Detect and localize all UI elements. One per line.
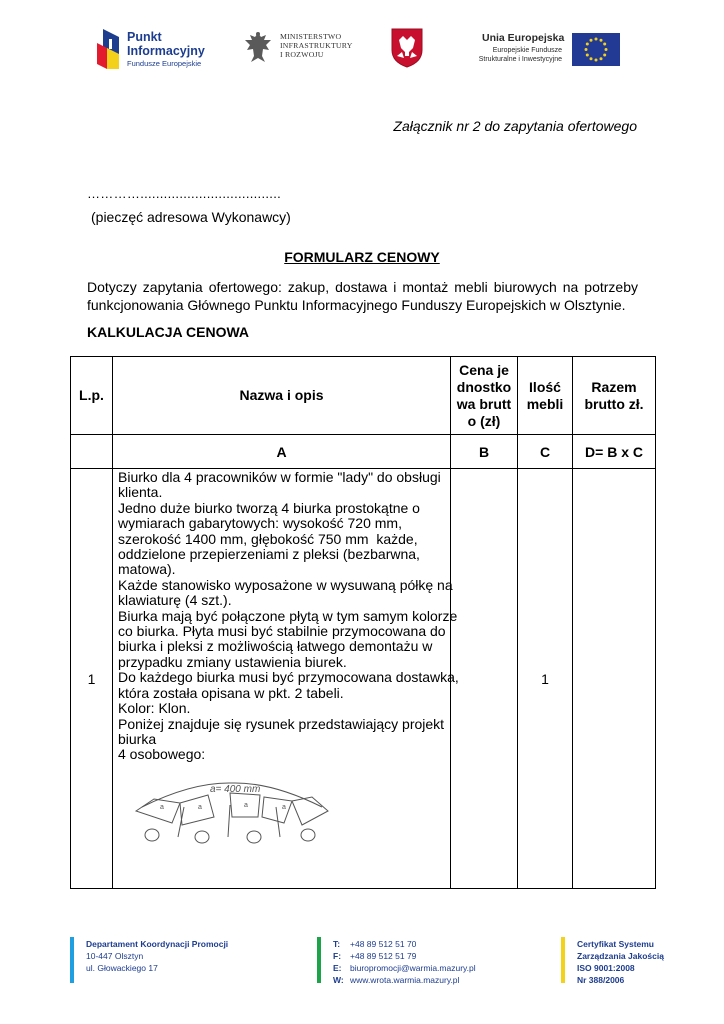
header-unit-price (451, 357, 518, 435)
table-header-row (71, 357, 656, 435)
description-line: Poniżej znajduje się rysunek przedstawiający projekt (118, 715, 445, 732)
description-line: Każde stanowisko wyposażone w wysuwaną półkę na (118, 576, 453, 593)
sketch-label: a= 400 mm (210, 783, 261, 795)
cert-line3: ISO 9001:2008 (577, 963, 635, 973)
phone-label: T: (333, 939, 341, 949)
punkt-logo-line2: Informacyjny (127, 44, 205, 58)
form-title: FORMULARZ CENOWY (284, 249, 440, 265)
ministry-line1: MINISTERSTWO (280, 32, 342, 41)
letter-quantity: C (518, 435, 573, 469)
intro-paragraph: Dotyczy zapytania ofertowego: zakup, dostawa i montaż mebli biurowych na potrzeby funkcjonowania Głównego Punktu Informacyjnego Funduszy Europejskich w Olsztynie. (87, 279, 638, 313)
description-line: przypadku zmiany ustawienia biurek. (118, 653, 347, 670)
footer-certificate-text (577, 938, 664, 986)
header-quantity-text: Ilość mebli (526, 378, 564, 412)
footer-department: Departament Koordynacji Promocji (86, 939, 229, 949)
header-name: Nazwa i opis (113, 357, 451, 435)
cert-line4: Nr 388/2006 (577, 975, 625, 985)
description-line: oddzielone przepierzeniami z pleksi (bezbarwna, (118, 546, 420, 563)
description-line: Biurko dla 4 pracowników w formie "lady" do obsługi (118, 469, 441, 485)
footer-address (70, 937, 270, 987)
description-line: Biurka mają być połączone płytą w tym samym kolorze (118, 607, 458, 624)
fax-number: +48 89 512 51 79 (350, 951, 417, 961)
sketch-mark-4: a (282, 803, 286, 811)
stamp-dots-line: ………….................................... (87, 186, 282, 201)
email-link[interactable]: biuropromocji@warmia.mazury.pl (350, 963, 476, 973)
letter-total: D= B x C (573, 435, 656, 469)
letter-unit-price: B (451, 435, 518, 469)
ministry-line3: I ROZWOJU (280, 50, 324, 59)
price-table (70, 356, 656, 889)
footer-street: ul. Głowackiego 17 (86, 963, 158, 973)
row-quantity: 1 (518, 469, 573, 889)
header-unit-price-text: Cena jednostkowa brutto (zł) (456, 361, 512, 429)
row-total (573, 469, 656, 889)
footer-contact (317, 937, 527, 987)
eu-logo-title: Unia Europejska (482, 32, 565, 44)
description-line: klawiaturę (4 szt.). (118, 592, 232, 609)
header-total (573, 357, 656, 435)
description-line: Jedno duże biurko tworzą 4 biurka prostokątne o (118, 499, 420, 516)
sketch-mark-2: a (198, 803, 202, 811)
row-unit-price (451, 469, 518, 889)
footer-contact-text (333, 938, 476, 986)
ministry-name (280, 32, 353, 59)
desk-sketch-drawing (132, 777, 332, 847)
table-letter-row (71, 435, 656, 469)
footer-postcode: 10-447 Olsztyn (86, 951, 144, 961)
description-line: klienta. (118, 484, 163, 501)
footer-right-bar (561, 937, 565, 983)
description-lines (118, 469, 459, 763)
letter-lp (71, 435, 113, 469)
cert-line1: Certyfikat Systemu (577, 939, 655, 949)
web-link[interactable]: www.wrota.warmia.mazury.pl (350, 975, 460, 985)
fax-label: F: (333, 951, 342, 961)
sketch-mark-3: a (244, 801, 248, 809)
stamp-caption: (pieczęć adresowa Wykonawcy) (91, 209, 291, 225)
description-line: wymiarach gabarytowych: wysokość 720 mm, (118, 515, 402, 532)
description-line: co biurka. Płyta musi być stabilnie przymocowana do (118, 623, 446, 640)
punkt-logo-line1: Punkt (127, 30, 162, 44)
eu-flag-icon (572, 33, 620, 66)
description-line: Kolor: Klon. (118, 700, 191, 717)
header-total-text: Razem brutto zł. (584, 378, 644, 412)
attachment-label: Załącznik nr 2 do zapytania ofertowego (393, 118, 637, 134)
footer-middle-bar (317, 937, 321, 983)
eu-funds-logo (472, 30, 624, 70)
letter-name: A (113, 435, 451, 469)
eu-logo-line2: Strukturalne i Inwestycyjne (478, 56, 562, 63)
description-line: biurka (118, 730, 157, 747)
voivodeship-crest-icon (391, 28, 423, 68)
header-lp: L.p. (71, 357, 113, 435)
description-line: biurka i pleksi z możliwością łatwego demontażu w (118, 638, 433, 655)
web-label: W: (333, 975, 344, 985)
footer-certificate (561, 937, 711, 987)
row-lp: 1 (71, 469, 113, 889)
description-line: matowa). (118, 561, 176, 578)
sketch-mark-1: a (160, 803, 164, 811)
logo-header (0, 26, 724, 72)
phone-number: +48 89 512 51 70 (350, 939, 417, 949)
description-line: która została opisana w pkt. 2 tabeli. (118, 684, 344, 701)
polish-eagle-icon (244, 30, 272, 64)
description-line: szerokość 1400 mm, głębokość 750 mm każde, (118, 530, 418, 547)
punkt-logo-line3: Fundusze Europejskie (127, 59, 202, 68)
description-line: Do każdego biurka musi być przymocowana dostawka, (118, 669, 459, 686)
header-quantity (518, 357, 573, 435)
eu-logo-line1: Europejskie Fundusze (492, 47, 562, 54)
footer-address-text (86, 938, 228, 974)
cert-line2: Zarządzania Jakością (577, 951, 664, 961)
description-line: 4 osobowego: (118, 746, 206, 763)
ministry-logo (244, 30, 364, 66)
row-description (113, 469, 459, 889)
ministry-line2: INFRASTRUKTURY (280, 41, 353, 50)
punkt-informacyjny-logo (97, 27, 217, 71)
footer-left-bar (70, 937, 74, 983)
calculation-title: KALKULACJA CENOWA (87, 324, 250, 340)
table-row (71, 469, 656, 889)
punkt-informacyjny-mark-icon (97, 29, 119, 69)
email-label: E: (333, 963, 342, 973)
